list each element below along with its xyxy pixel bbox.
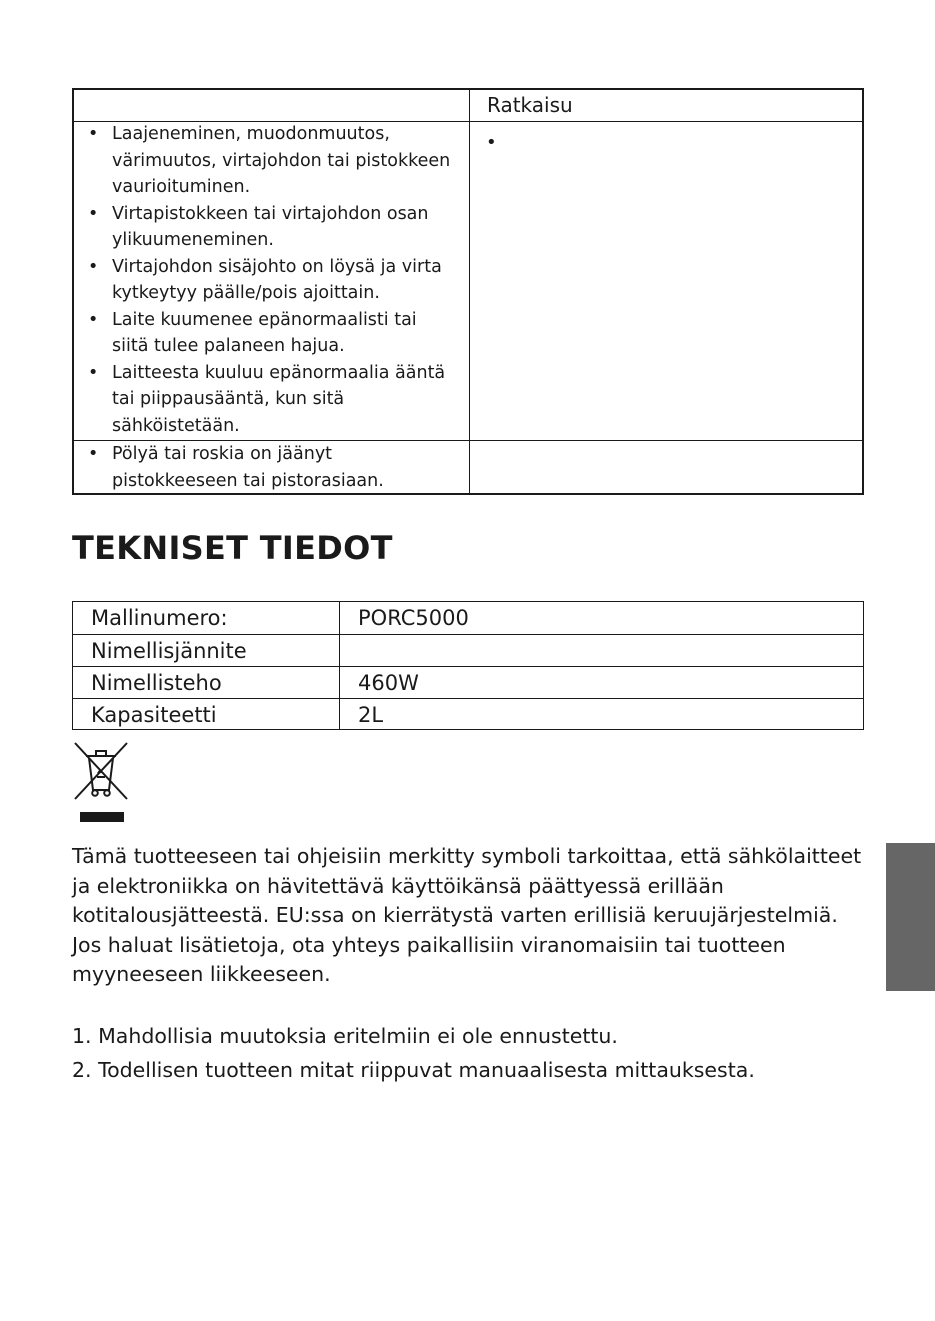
spec-row [73, 602, 863, 634]
cause-item: • Pölyä tai roskia on jäänyt pistokkeeseen tai pistorasiaan. [88, 441, 452, 494]
section-title: TEKNISET TIEDOT [72, 529, 393, 567]
solution-bullet: • [486, 132, 497, 153]
spec-label: Kapasiteetti [91, 702, 217, 727]
section-side-tab [886, 843, 935, 991]
troubleshooting-table [72, 88, 864, 495]
spec-label: Nimellisjännite [91, 638, 247, 663]
cause-list-1 [88, 121, 452, 439]
cause-item: • Laitteesta kuuluu epänormaalia ääntä tai piippausääntä, kun sitä sähköistetään. [88, 360, 452, 440]
spec-label: Nimellisteho [91, 670, 222, 695]
note-item: 2. Todellisen tuotteen mitat riippuvat manuaalisesta mittauksesta. [72, 1058, 755, 1082]
solution-column-header: Ratkaisu [487, 93, 573, 117]
spec-row [73, 634, 863, 667]
spec-row [73, 666, 863, 699]
cause-list-2 [88, 441, 452, 494]
spec-row [73, 698, 863, 731]
disposal-paragraph: Tämä tuotteeseen tai ohjeisiin merkitty symboli tarkoittaa, että sähkölaitteet ja elektroniikka on hävitettävä käyttöikänsä päättyessä erillään kotitalousjätteestä. EU:ssa on kierrätystä varten erillisiä keruujärjestelmiä. Jos haluat lisätietoja, ota yhteys paikallisiin viranomaisiin tai tuotteen myyneeseen liikkeeseen. [72, 844, 862, 986]
spec-value: 2L [358, 702, 384, 727]
notes-list [72, 1019, 755, 1087]
cause-item: • Virtajohdon sisäjohto on löysä ja virta kytkeytyy päälle/pois ajoittain. [88, 254, 452, 307]
spec-value: PORC5000 [358, 606, 469, 630]
specs-table [72, 601, 864, 730]
column-divider [469, 90, 470, 493]
spec-label: Mallinumero: [91, 606, 228, 630]
note-item: 1. Mahdollisia muutoksia eritelmiin ei ole ennustettu. [72, 1024, 618, 1048]
cause-item: • Laajeneminen, muodonmuutos, värimuutos, virtajohdon tai pistokkeen vaurioituminen. [88, 121, 452, 201]
cause-item: • Virtapistokkeen tai virtajohdon osan ylikuumeneminen. [88, 201, 452, 254]
cause-item: • Laite kuumenee epänormaalisti tai siitä tulee palaneen hajua. [88, 307, 452, 360]
weee-crossed-bin-icon [72, 740, 130, 824]
spec-value: 460W [358, 670, 419, 695]
